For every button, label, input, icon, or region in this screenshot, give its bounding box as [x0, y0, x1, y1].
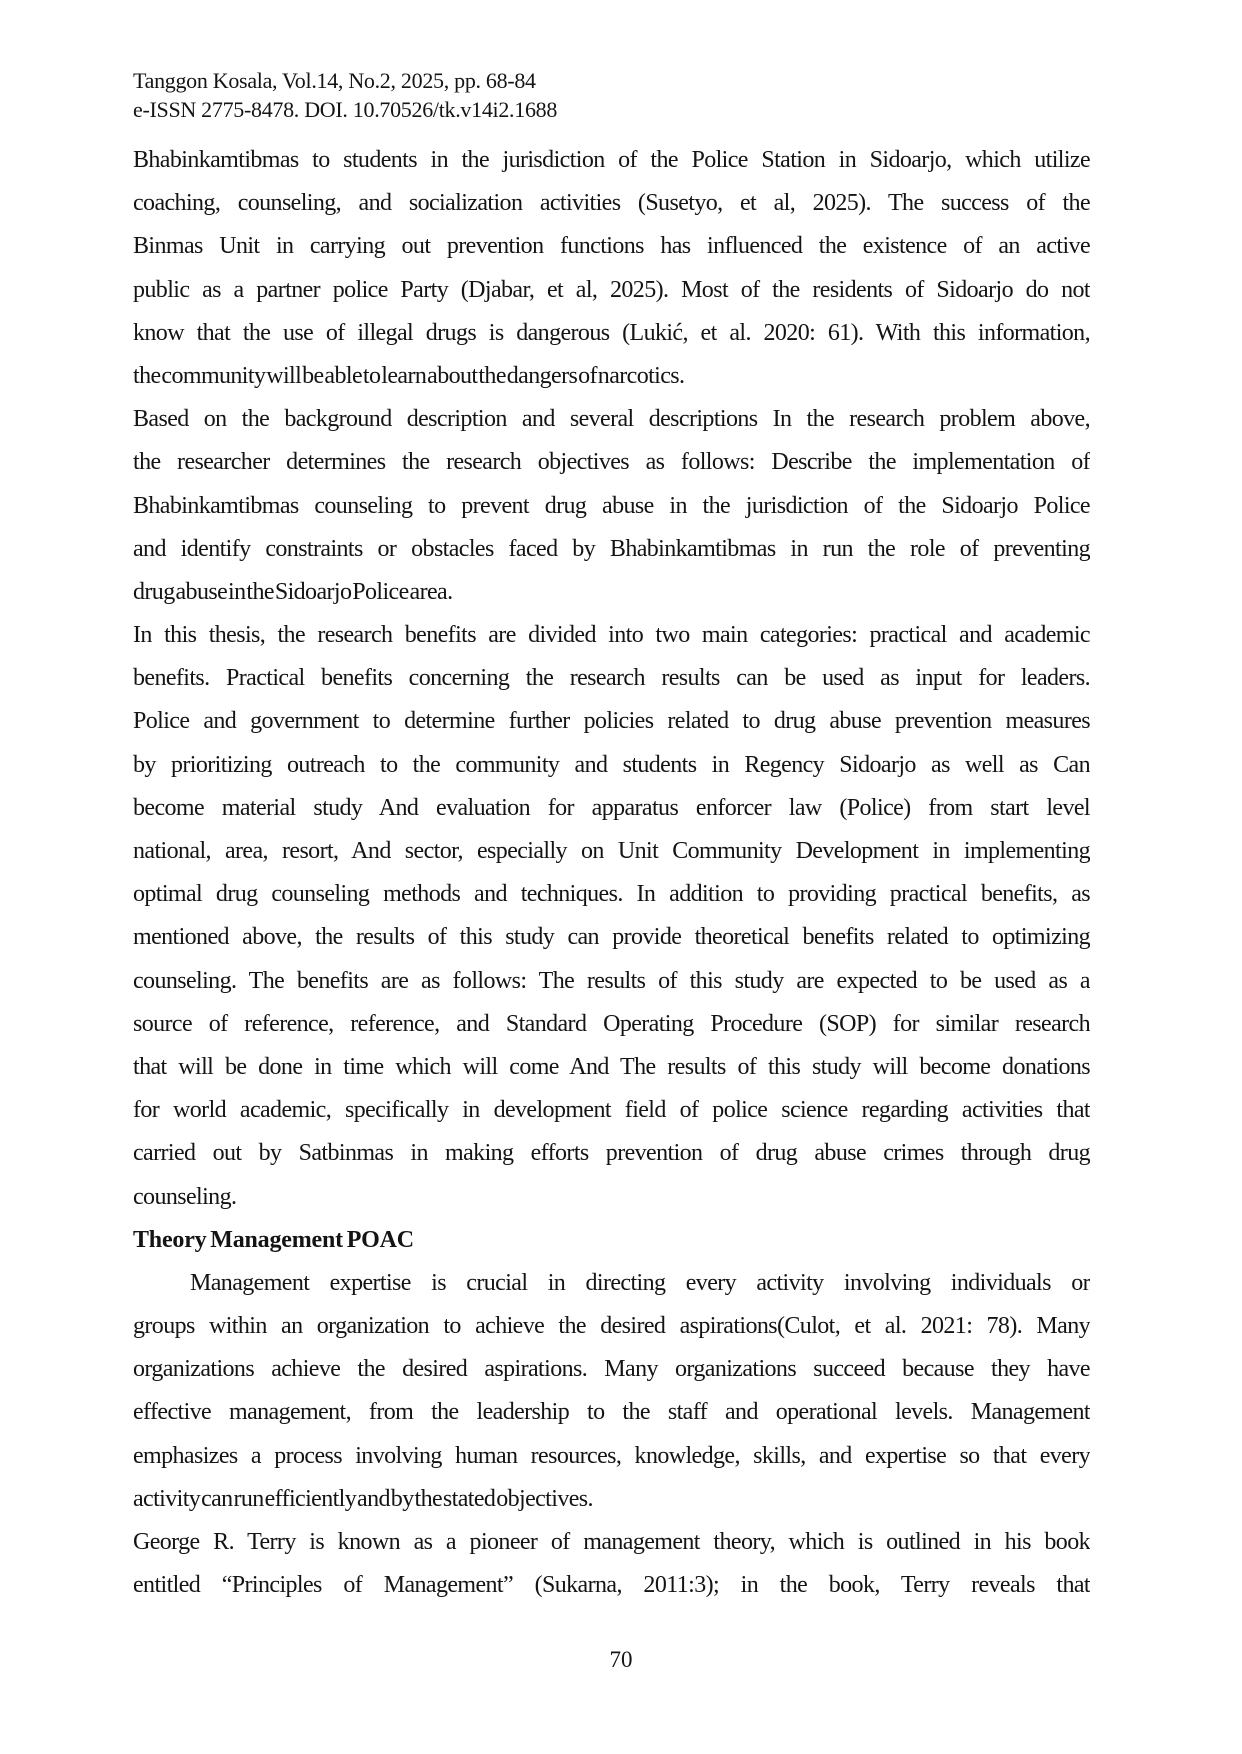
- text-line: counseling.: [133, 1183, 237, 1210]
- text-line: coaching, counseling, and socialization activities (Susetyo, et al, 2025). The success of the: [133, 190, 1090, 217]
- text-line: George R. Terry is known as a pioneer of management theory, which is outlined in his book: [133, 1529, 1090, 1555]
- issn-doi-line: e-ISSN 2775-8478. DOI. 10.70526/tk.v14i2.1688: [133, 97, 558, 122]
- text-line: public as a partner police Party (Djabar, et al, 2025). Most of the residents of Sidoarjo do not: [133, 276, 1090, 303]
- text-line: Bhabinkamtibmas counseling to prevent drug abuse in the jurisdiction of the Sidoarjo Police: [133, 492, 1090, 519]
- text-line: national, area, resort, And sector, especially on Unit Community Development in implementing: [133, 838, 1090, 864]
- text-line: for world academic, specifically in development field of police science regarding activities that: [133, 1097, 1090, 1124]
- text-line: Police and government to determine further policies related to drug abuse prevention measures: [133, 708, 1090, 735]
- text-line: drug abuse in the Sidoarjo Police area.: [133, 578, 453, 605]
- text-line: activity can run efficiently and by the stated objectives.: [133, 1485, 593, 1512]
- text-line: and identify constraints or obstacles faced by Bhabinkamtibmas in run the role of preventing: [133, 535, 1090, 562]
- text-line: Bhabinkamtibmas to students in the jurisdiction of the Police Station in Sidoarjo, which utilize: [133, 147, 1090, 173]
- text-line: Based on the background description and several descriptions In the research problem above,: [133, 406, 1090, 433]
- text-line: groups within an organization to achieve the desired aspirations(Culot, et al. 2021: 78). Many: [133, 1313, 1090, 1340]
- text-line: mentioned above, the results of this study can provide theoretical benefits related to optimizing: [133, 924, 1090, 951]
- section-heading: Theory Management POAC: [133, 1226, 414, 1253]
- text-line: effective management, from the leadership to the staff and operational levels. Management: [133, 1399, 1090, 1426]
- text-line: by prioritizing outreach to the community and students in Regency Sidoarjo as well as Can: [133, 751, 1090, 778]
- text-line: carried out by Satbinmas in making efforts prevention of drug abuse crimes through drug: [133, 1140, 1090, 1167]
- text-line: know that the use of illegal drugs is dangerous (Lukić, et al. 2020: 61). With this information,: [133, 319, 1090, 346]
- text-line: benefits. Practical benefits concerning the research results can be used as input for leaders.: [133, 665, 1090, 692]
- journal-citation-line: Tanggon Kosala, Vol.14, No.2, 2025, pp. 68-84: [133, 68, 536, 93]
- text-line: source of reference, reference, and Standard Operating Procedure (SOP) for similar research: [133, 1010, 1090, 1037]
- text-line: emphasizes a process involving human resources, knowledge, skills, and expertise so that every: [133, 1442, 1090, 1469]
- text-line: Binmas Unit in carrying out prevention functions has influenced the existence of an active: [133, 233, 1090, 260]
- text-line: optimal drug counseling methods and techniques. In addition to providing practical benefits, as: [133, 881, 1090, 908]
- page-number: 70: [609, 1647, 633, 1672]
- text-line: Management expertise is crucial in directing every activity involving individuals or: [190, 1269, 1090, 1296]
- text-line: become material study And evaluation for apparatus enforcer law (Police) from start level: [133, 794, 1090, 821]
- document-body: [133, 139, 1090, 1607]
- text-line: organizations achieve the desired aspirations. Many organizations succeed because they have: [133, 1356, 1090, 1383]
- text-line: that will be done in time which will come And The results of this study will become donations: [133, 1053, 1090, 1080]
- text-line: counseling. The benefits are as follows: The results of this study are expected to be used as a: [133, 967, 1090, 994]
- text-line: In this thesis, the research benefits are divided into two main categories: practical and academic: [133, 622, 1090, 649]
- text-line: entitled “Principles of Management” (Sukarna, 2011:3); in the book, Terry reveals that: [133, 1572, 1090, 1599]
- text-line: the researcher determines the research objectives as follows: Describe the implementation of: [133, 449, 1090, 476]
- page-footer: [0, 1645, 1242, 1675]
- journal-header: [133, 66, 1113, 124]
- text-line: the community will be able to learn about the dangers of narcotics.: [133, 362, 685, 389]
